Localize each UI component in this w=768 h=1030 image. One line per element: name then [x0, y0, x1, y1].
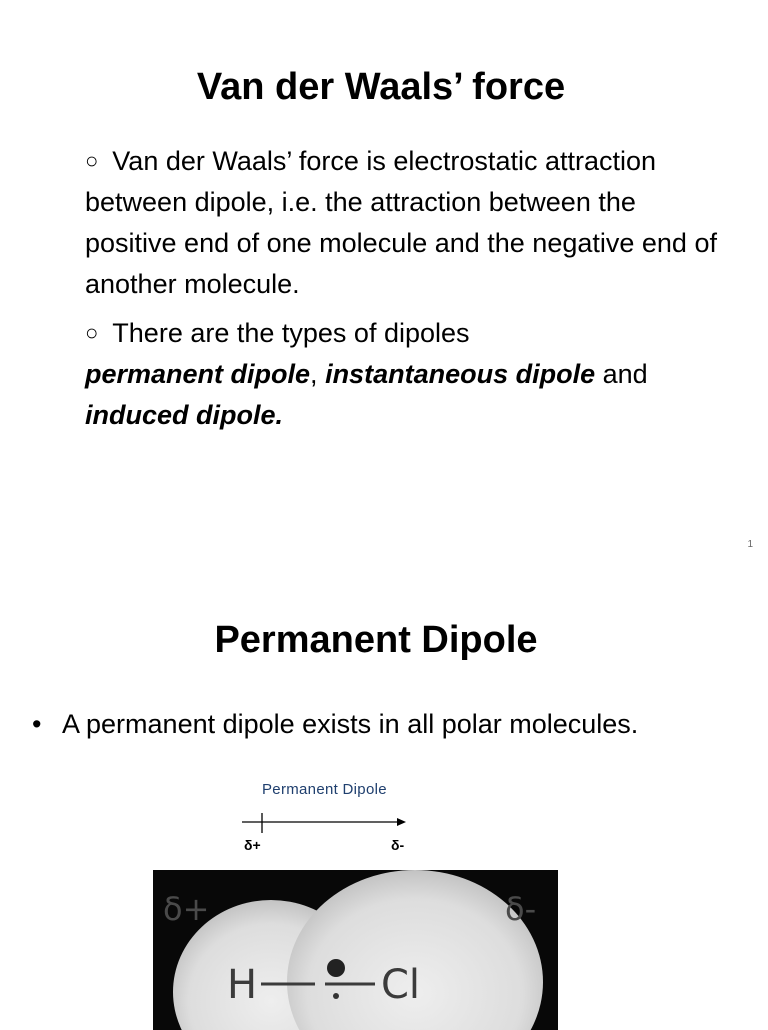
slide-title: Permanent Dipole [214, 619, 538, 661]
hcl-molecule-image [153, 870, 558, 1030]
page-number: 1 [747, 539, 753, 550]
definition-text: Van der Waals’ force is electrostatic attraction between dipole, i.e. the attraction between the positive end of one molecule and the negative end of another molecule. [85, 146, 717, 299]
atom-h-label: H [227, 962, 258, 1008]
figure-caption: Permanent Dipole [262, 781, 387, 798]
dipole-arrow-icon [240, 811, 412, 833]
bullet-text: A permanent dipole exists in all polar molecules. [62, 709, 639, 739]
type-permanent-dipole: permanent dipole [85, 359, 311, 389]
slide-title: Van der Waals’ force [196, 66, 566, 108]
paragraph-dipole-types [85, 312, 725, 436]
type-instantaneous-dipole: instantaneous dipole [325, 359, 596, 389]
hollow-circle-bullet-icon: ○ [85, 148, 99, 173]
slide-body [85, 140, 725, 436]
slide-2 [0, 575, 768, 1024]
delta-minus-label: δ- [391, 837, 405, 853]
paragraph-definition [85, 140, 725, 305]
hollow-circle-bullet-icon: ○ [85, 320, 99, 345]
and-word: and [602, 359, 648, 389]
corner-delta-plus: δ+ [163, 890, 210, 928]
bullet-dot-icon: • [32, 709, 42, 739]
corner-delta-minus: δ- [505, 890, 537, 928]
type-induced-dipole: induced dipole. [85, 400, 284, 430]
bullet-item [32, 709, 638, 740]
delta-plus-label: δ+ [244, 837, 261, 853]
comma: , [310, 359, 318, 389]
types-lead-text: There are the types of dipoles [112, 318, 470, 348]
atom-cl-label: Cl [381, 962, 421, 1008]
